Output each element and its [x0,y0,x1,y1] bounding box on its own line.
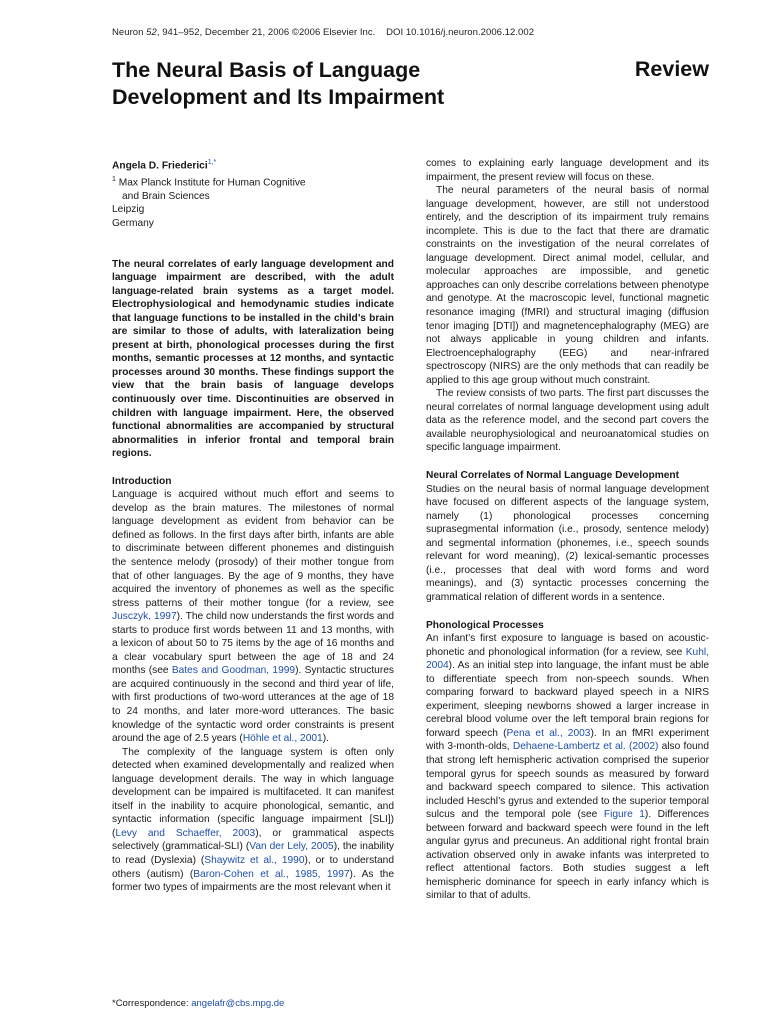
neural-parameters-paragraph: The neural parameters of the neural basis of normal language development, however, are still not understood entirely, and the description of its impairment truly remains incomplete. This is due to the fact that there are dramatic constraints on the investigation of the neural correlates of language development. Direct animal model, cellular, and molecular approaches are impossible, and genetic approaches can only describe correlations between phenotype and genotype. At the macroscopic level, functional magnetic resonance imaging (fMRI) and structural imaging (diffusion tenor imaging [DTI]) and magnetencephalography (MEG) are not always applicable in young children and infants. Electroencephalography (EEG) and near-infrared spectroscopy (NIRS) are the only methods that can readily be applied to this age group without much constraint. [426,185,709,386]
citation-kuhl-2004[interactable]: Kuhl, 2004 [426,646,709,672]
citation-levy-schaeffer-2003[interactable]: Levy and Schaeffer, 2003 [115,827,256,839]
phonological-processes-paragraph: An infant’s first exposure to language is based on acoustic-phonetic and phonological information (for a review, see Kuhl, 2004). As an initial step into language, the infant must be able to differentiate speech from non-speech sounds. When comparing forward to backward played speech in a NIRS experiment, sleeping newborns showed a larger increase in cerebral blood volume over the left temporal brain regions for forward speech (Pena et al., 2003). In an fMRI experiment with 3-month-olds, Dehaene-Lambertz et al. (2002) also found that strong left hemispheric activation comprised the superior temporal gyrus for speech sounds as measured by forward and backward speech compared to silence. This activation included Heschl’s gyrus and extended to the superior temporal sulcus and the temporal pole (see Figure 1). Differences between forward and backward speech were found in the left angular gyrus and precuneus. An additional right frontal brain activation observed only in awake infants was interpreted to reflect attentional factors. Both studies suggest a left hemispheric dominance for speech in early infancy which is similar to that of adults. [426,633,710,902]
correspondence-footnote: *Correspondence: angelafr@cbs.mpg.de [112,998,285,1009]
citation-dehaene-lambertz-2002[interactable]: Dehaene-Lambertz et al. (2002) [512,741,659,753]
abstract: The neural correlates of early language development and language impairment are described, with the adult language-related brain systems as a target model. Electrophysiological and hemodynamic studies indicate that language functions to be installed in the child’s brain are similar to those of adults, with lateralization being present at birth, phonological processes during the first months, semantic processes at 12 months, and syntactic processes around 30 months. These findings support the view that the brain basis of language develops continuously over time. Discontinuities are observed in children with language impairment. Here, the observed functional abnormalities are accompanied by structural abnormalities in inferior frontal and temporal brain regions. [112,258,394,460]
phonological-processes-heading: Phonological Processes [426,619,544,631]
citation-baron-cohen[interactable]: Baron-Cohen et al., 1985, 1997 [193,868,350,880]
affiliation-city: Leipzig [112,204,145,216]
author-marker[interactable]: 1,* [207,159,217,166]
normal-development-heading: Neural Correlates of Normal Language Development [426,470,680,482]
citation-van-der-lely-2005[interactable]: Van der Lely, 2005 [249,841,334,853]
journal-volume: 52 [146,27,157,38]
normal-development-paragraph: Studies on the neural basis of normal language development have focused on different aspects of the language system, namely (1) phonological processes concerning suprasegmental information (i.e., prosody, sentence melody) and segmental information (phonemes, i.e., speech sounds relevant for word meaning), (2) lexical-semantic processes (i.e., processes that deal with word forms and word meanings), and (3) syntactic processes concerning the grammatical relation of different words in a sentence. [426,483,709,603]
affiliation-country: Germany [112,217,154,229]
correspondence-email-link[interactable]: angelafr@cbs.mpg.de [191,998,285,1009]
introduction-heading: Introduction [112,475,172,487]
affiliation-line-1: Max Planck Institute for Human Cognitive [118,177,306,189]
left-column [112,156,394,895]
affiliation-line-2: and Brain Sciences [122,190,210,202]
citation-hohle-2001[interactable]: Höhle et al., 2001 [242,733,323,745]
introduction-paragraph-2: The complexity of the language system is often only detected when examined developmentally and realized when language development derails. The way in which language development can be impaired is multifaceted. It can manifest itself in the inability to acquire phonological, semantic, and syntactic information (specific language impairment [SLI]) (Levy and Schaeffer, 2003), or grammatical aspects selectively (grammatical-SLI) (Van der Lely, 2005), the inability to read (Dyslexia) (Shaywitz et al., 1990), or to understand others (autism) (Baron-Cohen et al., 1985, 1997). As the former two types of impairments are the most relevant when it [112,746,394,894]
journal-details: , 941–952, December 21, 2006 ©2006 Elsevier Inc. DOI 10.1016/j.neuron.2006.12.002 [156,27,535,38]
review-structure-paragraph: The review consists of two parts. The first part discusses the neural correlates of normal language development using adult data as the reference model, and the second part covers the available neurophysiological and neuroanatomical studies on specific language impairment. [426,388,709,454]
article-type-label: Review [634,57,709,81]
journal-name: Neuron [112,27,147,38]
journal-citation-line [112,27,534,38]
citation-jusczyk-1997[interactable]: Jusczyk, 1997 [112,611,177,623]
continued-paragraph: comes to explaining early language development and its impairment, the present review will focus on these. [426,158,709,183]
right-column [426,157,709,903]
introduction-paragraph-1: Language is acquired without much effort and seems to develop as the brain matures. The milestones of normal language development as evident from behavior can be defined as follows. In the first days after birth, infants are able to discriminate between different phonemes and distinguish the sentence melody (prosody) of their mother tongue from that of other languages. By the age of 9 months, they have acquired the inventory of phonemes as well as the specific stress patterns of their mother tongue (for a review, see Jusczyk, 1997). The child now understands the first words and starts to produce first words between 11 and 13 months, with a lexicon of about 50 to 75 items by the age of 16 months and a clear vocabulary spurt between the age of 18 and 24 months (see Bates and Goodman, 1999). Syntactic structures are acquired continuously in the second and third year of life, with first productions of two-word utterances at the age of 18 to 24 months, and later more-word utterances. The basic knowledge of the syntactic word order constraints is present around the age of 2.5 years (Höhle et al., 2001). [112,489,394,745]
citation-pena-2003[interactable]: Pena et al., 2003 [506,727,591,739]
affiliation [112,173,394,231]
citation-shaywitz-1990[interactable]: Shaywitz et al., 1990 [204,855,305,867]
affiliation-number: 1 [112,175,116,183]
figure-1-link[interactable]: Figure 1 [603,809,645,821]
article-title: The Neural Basis of Language Development and Its Impairment [112,58,445,109]
citation-bates-goodman-1999[interactable]: Bates and Goodman, 1999 [171,665,296,677]
author-name: Angela D. Friederici$^{1,*}$ [112,159,217,172]
